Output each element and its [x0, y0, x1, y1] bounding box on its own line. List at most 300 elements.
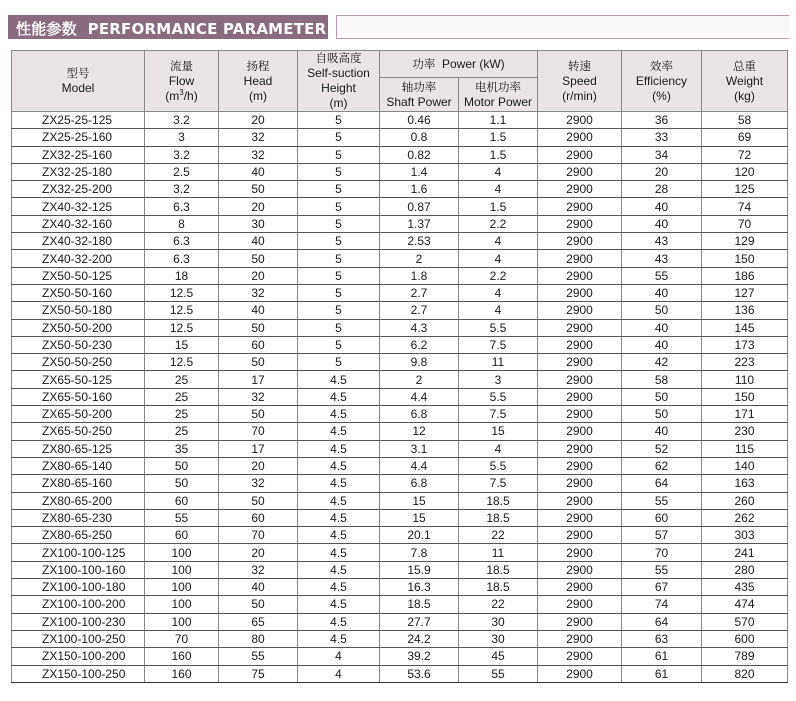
suction-cell: 5: [298, 250, 380, 267]
head-cell: 40: [219, 579, 298, 596]
motor-power-cell: 11: [459, 354, 538, 371]
shaft-power-cell: 39.2: [380, 648, 459, 665]
shaft-power-cell: 15.9: [380, 561, 459, 578]
shaft-power-cell: 15: [380, 492, 459, 509]
suction-cell: 5: [298, 215, 380, 232]
efficiency-cell: 33: [622, 129, 702, 146]
speed-cell: 2900: [538, 492, 622, 509]
header-power-cn: 功率: [412, 56, 436, 71]
weight-cell: 280: [702, 561, 788, 578]
speed-cell: 2900: [538, 648, 622, 665]
shaft-power-cell: 1.6: [380, 181, 459, 198]
efficiency-cell: 40: [622, 336, 702, 353]
head-cell: 17: [219, 371, 298, 388]
head-cell: 32: [219, 284, 298, 301]
shaft-power-cell: 3.1: [380, 440, 459, 457]
weight-cell: 241: [702, 544, 788, 561]
flow-cell: 160: [145, 665, 219, 682]
head-cell: 75: [219, 665, 298, 682]
motor-power-cell: 4: [459, 181, 538, 198]
model-cell: ZX100-100-230: [12, 613, 145, 630]
head-cell: 40: [219, 233, 298, 250]
speed-cell: 2900: [538, 423, 622, 440]
efficiency-cell: 61: [622, 665, 702, 682]
motor-power-cell: 22: [459, 596, 538, 613]
weight-cell: 435: [702, 579, 788, 596]
flow-cell: 3.2: [145, 181, 219, 198]
flow-cell: 2.5: [145, 163, 219, 180]
suction-cell: 5: [298, 146, 380, 163]
head-cell: 32: [219, 561, 298, 578]
flow-cell: 35: [145, 440, 219, 457]
weight-cell: 58: [702, 112, 788, 129]
header-flow-en: Flow: [168, 73, 195, 88]
model-cell: ZX50-50-250: [12, 354, 145, 371]
efficiency-cell: 50: [622, 388, 702, 405]
shaft-power-cell: 16.3: [380, 579, 459, 596]
flow-cell: 6.3: [145, 250, 219, 267]
suction-cell: 4.5: [298, 527, 380, 544]
model-cell: ZX32-25-160: [12, 146, 145, 163]
shaft-power-cell: 6.2: [380, 336, 459, 353]
flow-cell: 12.5: [145, 354, 219, 371]
efficiency-cell: 40: [622, 284, 702, 301]
speed-cell: 2900: [538, 302, 622, 319]
motor-power-cell: 4: [459, 302, 538, 319]
header-speed-cn: 转速: [568, 58, 591, 73]
suction-cell: 4.5: [298, 544, 380, 561]
motor-power-cell: 1.5: [459, 129, 538, 146]
header-power: [380, 51, 538, 78]
shaft-power-cell: 1.37: [380, 215, 459, 232]
weight-cell: 303: [702, 527, 788, 544]
model-cell: ZX50-50-160: [12, 284, 145, 301]
section-title-en: PERFORMANCE PARAMETER: [87, 20, 327, 38]
flow-cell: 6.3: [145, 198, 219, 215]
model-cell: ZX80-65-125: [12, 440, 145, 457]
suction-cell: 5: [298, 284, 380, 301]
head-cell: 20: [219, 267, 298, 284]
head-cell: 50: [219, 354, 298, 371]
speed-cell: 2900: [538, 250, 622, 267]
motor-power-cell: 7.5: [459, 336, 538, 353]
header-weight-en: Weight: [725, 73, 764, 88]
efficiency-cell: 58: [622, 371, 702, 388]
model-cell: ZX65-50-250: [12, 423, 145, 440]
head-cell: 65: [219, 613, 298, 630]
efficiency-cell: 55: [622, 267, 702, 284]
shaft-power-cell: 0.87: [380, 198, 459, 215]
speed-cell: 2900: [538, 181, 622, 198]
table-row: [12, 284, 788, 301]
section-title-box: [8, 15, 328, 39]
efficiency-cell: 34: [622, 146, 702, 163]
efficiency-cell: 40: [622, 319, 702, 336]
speed-cell: 2900: [538, 475, 622, 492]
flow-cell: 100: [145, 596, 219, 613]
shaft-power-cell: 4.3: [380, 319, 459, 336]
weight-cell: 820: [702, 665, 788, 682]
efficiency-cell: 28: [622, 181, 702, 198]
section-title-cn: 性能参数: [16, 20, 77, 38]
shaft-power-cell: 18.5: [380, 596, 459, 613]
header-weight-unit: (kg): [734, 88, 755, 103]
flow-cell: 18: [145, 267, 219, 284]
suction-cell: 4.5: [298, 475, 380, 492]
shaft-power-cell: 4.4: [380, 457, 459, 474]
shaft-power-cell: 0.8: [380, 129, 459, 146]
table-row: [12, 527, 788, 544]
motor-power-cell: 3: [459, 371, 538, 388]
weight-cell: 127: [702, 284, 788, 301]
weight-cell: 262: [702, 509, 788, 526]
flow-cell: 55: [145, 509, 219, 526]
shaft-power-cell: 2: [380, 371, 459, 388]
head-cell: 40: [219, 302, 298, 319]
motor-power-cell: 18.5: [459, 579, 538, 596]
header-motor-en: Motor Power: [463, 94, 533, 109]
suction-cell: 5: [298, 336, 380, 353]
table-row: [12, 388, 788, 405]
head-cell: 32: [219, 129, 298, 146]
speed-cell: 2900: [538, 146, 622, 163]
table-row: [12, 163, 788, 180]
weight-cell: 115: [702, 440, 788, 457]
suction-cell: 4.5: [298, 406, 380, 423]
flow-cell: 70: [145, 630, 219, 647]
header-flow-unit-post: /h): [183, 88, 198, 103]
table-row: [12, 544, 788, 561]
flow-cell: 100: [145, 613, 219, 630]
flow-cell: 6.3: [145, 233, 219, 250]
weight-cell: 150: [702, 388, 788, 405]
model-cell: ZX65-50-160: [12, 388, 145, 405]
flow-cell: 100: [145, 579, 219, 596]
table-row: [12, 648, 788, 665]
speed-cell: 2900: [538, 596, 622, 613]
suction-cell: 5: [298, 319, 380, 336]
suction-cell: 4.5: [298, 492, 380, 509]
speed-cell: 2900: [538, 630, 622, 647]
efficiency-cell: 57: [622, 527, 702, 544]
speed-cell: 2900: [538, 371, 622, 388]
table-row: [12, 146, 788, 163]
shaft-power-cell: 2.53: [380, 233, 459, 250]
model-cell: ZX40-32-200: [12, 250, 145, 267]
head-cell: 17: [219, 440, 298, 457]
suction-cell: 5: [298, 233, 380, 250]
suction-cell: 4.5: [298, 561, 380, 578]
speed-cell: 2900: [538, 267, 622, 284]
table-row: [12, 371, 788, 388]
model-cell: ZX32-25-180: [12, 163, 145, 180]
table-row: [12, 112, 788, 129]
header-weight-cn: 总重: [733, 58, 756, 73]
motor-power-cell: 55: [459, 665, 538, 682]
header-speed: [538, 51, 622, 112]
header-head: [219, 51, 298, 112]
model-cell: ZX50-50-180: [12, 302, 145, 319]
flow-cell: 50: [145, 475, 219, 492]
header-model-en: Model: [61, 81, 95, 95]
speed-cell: 2900: [538, 579, 622, 596]
flow-cell: 3.2: [145, 146, 219, 163]
speed-cell: 2900: [538, 665, 622, 682]
table-row: [12, 457, 788, 474]
weight-cell: 120: [702, 163, 788, 180]
flow-cell: 15: [145, 336, 219, 353]
flow-cell: 8: [145, 215, 219, 232]
header-efficiency-en: Efficiency: [635, 73, 688, 88]
model-cell: ZX150-100-250: [12, 665, 145, 682]
speed-cell: 2900: [538, 527, 622, 544]
weight-cell: 125: [702, 181, 788, 198]
efficiency-cell: 63: [622, 630, 702, 647]
table-row: [12, 613, 788, 630]
efficiency-cell: 55: [622, 561, 702, 578]
header-weight: [702, 51, 788, 112]
head-cell: 32: [219, 388, 298, 405]
header-head-en: Head: [243, 73, 273, 88]
efficiency-cell: 61: [622, 648, 702, 665]
head-cell: 20: [219, 457, 298, 474]
table-row: [12, 319, 788, 336]
flow-cell: 12.5: [145, 284, 219, 301]
speed-cell: 2900: [538, 457, 622, 474]
head-cell: 50: [219, 250, 298, 267]
model-cell: ZX40-32-125: [12, 198, 145, 215]
table-row: [12, 423, 788, 440]
table-row: [12, 267, 788, 284]
head-cell: 32: [219, 475, 298, 492]
weight-cell: 186: [702, 267, 788, 284]
speed-cell: 2900: [538, 388, 622, 405]
shaft-power-cell: 6.8: [380, 406, 459, 423]
motor-power-cell: 2.2: [459, 267, 538, 284]
motor-power-cell: 2.2: [459, 215, 538, 232]
suction-cell: 4.5: [298, 579, 380, 596]
flow-cell: 160: [145, 648, 219, 665]
table-row: [12, 579, 788, 596]
flow-cell: 3.2: [145, 112, 219, 129]
speed-cell: 2900: [538, 354, 622, 371]
model-cell: ZX65-50-200: [12, 406, 145, 423]
suction-cell: 4.5: [298, 596, 380, 613]
flow-cell: 100: [145, 561, 219, 578]
header-efficiency-cn: 效率: [650, 58, 673, 73]
suction-cell: 5: [298, 112, 380, 129]
flow-cell: 60: [145, 527, 219, 544]
table-row: [12, 596, 788, 613]
motor-power-cell: 1.5: [459, 146, 538, 163]
speed-cell: 2900: [538, 233, 622, 250]
model-cell: ZX80-65-200: [12, 492, 145, 509]
suction-cell: 4.5: [298, 630, 380, 647]
header-model: [12, 51, 145, 112]
table-row: [12, 630, 788, 647]
motor-power-cell: 5.5: [459, 388, 538, 405]
shaft-power-cell: 6.8: [380, 475, 459, 492]
head-cell: 60: [219, 509, 298, 526]
suction-cell: 4.5: [298, 440, 380, 457]
head-cell: 60: [219, 336, 298, 353]
weight-cell: 70: [702, 215, 788, 232]
model-cell: ZX80-65-160: [12, 475, 145, 492]
weight-cell: 260: [702, 492, 788, 509]
title-rule: [336, 15, 789, 39]
weight-cell: 136: [702, 302, 788, 319]
efficiency-cell: 55: [622, 492, 702, 509]
header-efficiency-unit: (%): [652, 88, 671, 103]
motor-power-cell: 4: [459, 163, 538, 180]
section-title: [16, 18, 326, 39]
shaft-power-cell: 1.4: [380, 163, 459, 180]
motor-power-cell: 4: [459, 250, 538, 267]
suction-cell: 5: [298, 163, 380, 180]
model-cell: ZX100-100-160: [12, 561, 145, 578]
table-row: [12, 406, 788, 423]
model-cell: ZX50-50-230: [12, 336, 145, 353]
head-cell: 55: [219, 648, 298, 665]
table-row: [12, 354, 788, 371]
table-row: [12, 509, 788, 526]
suction-cell: 5: [298, 302, 380, 319]
model-cell: ZX25-25-160: [12, 129, 145, 146]
speed-cell: 2900: [538, 561, 622, 578]
header-flow-unit-pre: (m: [165, 88, 180, 103]
suction-cell: 5: [298, 129, 380, 146]
table-row: [12, 233, 788, 250]
motor-power-cell: 45: [459, 648, 538, 665]
suction-cell: 4.5: [298, 613, 380, 630]
flow-cell: 25: [145, 371, 219, 388]
header-head-cn: 扬程: [246, 58, 270, 73]
head-cell: 50: [219, 181, 298, 198]
shaft-power-cell: 0.82: [380, 146, 459, 163]
model-cell: ZX80-65-230: [12, 509, 145, 526]
head-cell: 30: [219, 215, 298, 232]
weight-cell: 171: [702, 406, 788, 423]
motor-power-cell: 4: [459, 233, 538, 250]
weight-cell: 74: [702, 198, 788, 215]
speed-cell: 2900: [538, 319, 622, 336]
speed-cell: 2900: [538, 544, 622, 561]
efficiency-cell: 40: [622, 215, 702, 232]
suction-cell: 4.5: [298, 423, 380, 440]
shaft-power-cell: 2.7: [380, 302, 459, 319]
weight-cell: 69: [702, 129, 788, 146]
flow-cell: 12.5: [145, 319, 219, 336]
efficiency-cell: 43: [622, 250, 702, 267]
flow-cell: 50: [145, 457, 219, 474]
weight-cell: 600: [702, 630, 788, 647]
header-flow-unit-sup: 3: [179, 87, 184, 97]
flow-cell: 3: [145, 129, 219, 146]
efficiency-cell: 40: [622, 423, 702, 440]
table-row: [12, 336, 788, 353]
head-cell: 50: [219, 406, 298, 423]
efficiency-cell: 50: [622, 406, 702, 423]
flow-cell: 25: [145, 406, 219, 423]
model-cell: ZX25-25-125: [12, 112, 145, 129]
efficiency-cell: 64: [622, 475, 702, 492]
flow-cell: 12.5: [145, 302, 219, 319]
header-efficiency: [622, 51, 702, 112]
header-speed-unit: (r/min): [562, 88, 597, 103]
model-cell: ZX80-65-250: [12, 527, 145, 544]
table-body: [12, 112, 788, 683]
model-cell: ZX100-100-250: [12, 630, 145, 647]
head-cell: 80: [219, 630, 298, 647]
shaft-power-cell: 20.1: [380, 527, 459, 544]
head-cell: 32: [219, 146, 298, 163]
header-suction-en: Self-suction: [307, 66, 370, 80]
speed-cell: 2900: [538, 509, 622, 526]
suction-cell: 5: [298, 181, 380, 198]
motor-power-cell: 18.5: [459, 561, 538, 578]
speed-cell: 2900: [538, 215, 622, 232]
shaft-power-cell: 53.6: [380, 665, 459, 682]
efficiency-cell: 62: [622, 457, 702, 474]
speed-cell: 2900: [538, 129, 622, 146]
header-motor-cn: 电机功率: [475, 79, 521, 94]
header-suction: [298, 51, 380, 112]
head-cell: 40: [219, 163, 298, 180]
flow-cell: 25: [145, 388, 219, 405]
head-cell: 70: [219, 527, 298, 544]
model-cell: ZX65-50-125: [12, 371, 145, 388]
weight-cell: 223: [702, 354, 788, 371]
motor-power-cell: 15: [459, 423, 538, 440]
model-cell: ZX40-32-160: [12, 215, 145, 232]
header-suction-cn: 自吸高度: [315, 51, 362, 65]
table-row: [12, 492, 788, 509]
shaft-power-cell: 2: [380, 250, 459, 267]
model-cell: ZX32-25-200: [12, 181, 145, 198]
header-shaft-power: [380, 78, 459, 112]
motor-power-cell: 5.5: [459, 457, 538, 474]
shaft-power-cell: 24.2: [380, 630, 459, 647]
motor-power-cell: 1.5: [459, 198, 538, 215]
motor-power-cell: 30: [459, 630, 538, 647]
suction-cell: 4.5: [298, 388, 380, 405]
flow-cell: 100: [145, 544, 219, 561]
suction-cell: 4.5: [298, 371, 380, 388]
shaft-power-cell: 4.4: [380, 388, 459, 405]
weight-cell: 72: [702, 146, 788, 163]
efficiency-cell: 70: [622, 544, 702, 561]
header-flow-cn: 流量: [170, 58, 193, 73]
motor-power-cell: 18.5: [459, 492, 538, 509]
suction-cell: 5: [298, 198, 380, 215]
table-row: [12, 561, 788, 578]
shaft-power-cell: 2.7: [380, 284, 459, 301]
head-cell: 50: [219, 492, 298, 509]
weight-cell: 145: [702, 319, 788, 336]
head-cell: 20: [219, 198, 298, 215]
head-cell: 20: [219, 112, 298, 129]
motor-power-cell: 7.5: [459, 406, 538, 423]
motor-power-cell: 18.5: [459, 509, 538, 526]
header-shaft-en: Shaft Power: [386, 94, 452, 109]
weight-cell: 230: [702, 423, 788, 440]
motor-power-cell: 4: [459, 284, 538, 301]
section-title-bar: [8, 15, 788, 39]
header-flow: [145, 51, 219, 112]
speed-cell: 2900: [538, 613, 622, 630]
head-cell: 70: [219, 423, 298, 440]
table-row: [12, 302, 788, 319]
